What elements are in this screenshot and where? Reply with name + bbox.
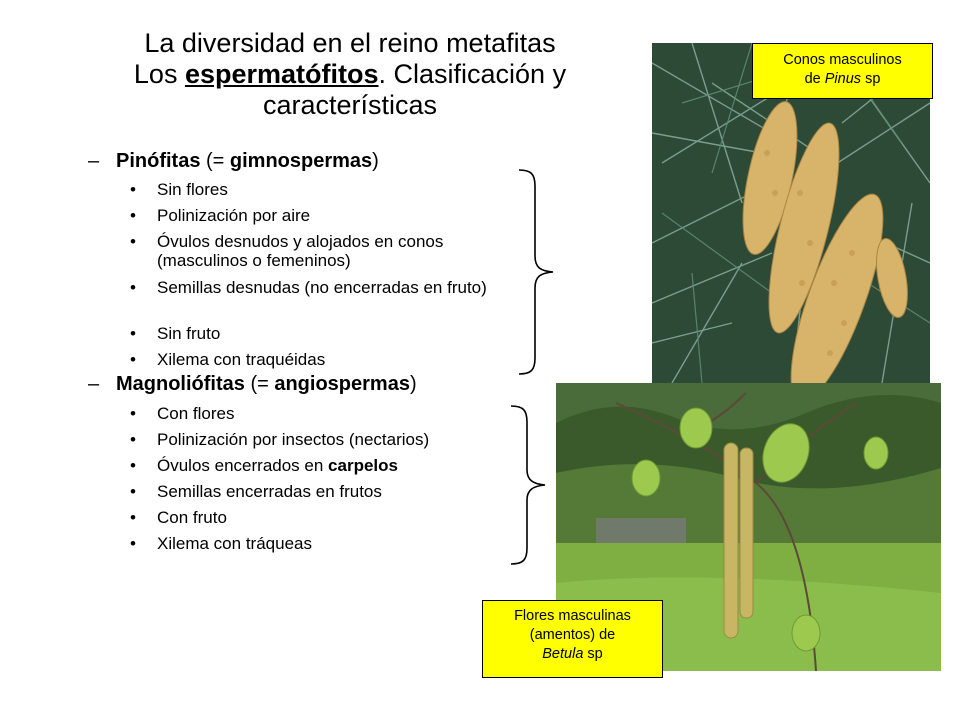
- bullet: •: [130, 278, 136, 297]
- list-item: [130, 430, 510, 449]
- caption-line: (amentos) de: [529, 627, 616, 643]
- caption-text: sp: [861, 71, 881, 87]
- bullet: •: [130, 180, 136, 199]
- caption-line: Flores masculinas: [514, 608, 631, 624]
- bullet: •: [130, 324, 136, 343]
- caption-line: Conos masculinos: [783, 52, 902, 68]
- bullet-text: Polinización por aire: [157, 206, 311, 225]
- list-item: [130, 278, 510, 297]
- title-line-3: características: [262, 90, 438, 120]
- title-line-2-suffix: . Clasificación y: [378, 59, 567, 89]
- title-line-2: [100, 59, 600, 90]
- bullet: •: [130, 534, 136, 553]
- list-item: [130, 324, 510, 343]
- brace-pinofitas: [505, 168, 555, 376]
- bullet-text: Sin fruto: [157, 324, 221, 343]
- list-item: [130, 482, 510, 501]
- paren-close: ): [409, 373, 417, 395]
- bullet: •: [130, 482, 136, 501]
- section-pinofitas: [88, 150, 379, 173]
- bullet: •: [130, 232, 136, 251]
- section-magnoliofitas: [88, 373, 417, 396]
- list-item: [130, 180, 510, 199]
- list-item: [130, 206, 510, 225]
- caption-text: de: [804, 71, 825, 87]
- list-item: [130, 508, 510, 527]
- list-item: [130, 404, 510, 423]
- list-item: [130, 456, 510, 475]
- bullet: •: [130, 206, 136, 225]
- slide-title: [100, 28, 600, 121]
- section-alt-name: gimnospermas: [229, 150, 373, 172]
- bullet-text: Xilema con tráqueas: [157, 534, 312, 553]
- caption-line: [753, 70, 932, 89]
- bullet-text: Polinización por insectos (nectarios): [157, 430, 430, 449]
- section-name: Pinófitas: [116, 150, 201, 172]
- section-alt-name: angiospermas: [274, 373, 410, 395]
- title-line-1: La diversidad en el reino metafitas: [144, 28, 556, 58]
- caption-text: sp: [583, 646, 603, 662]
- pinus-caption: [752, 43, 933, 99]
- title-keyword: espermatófitos: [184, 59, 379, 89]
- list-item: [130, 350, 510, 369]
- species-name: Betula: [542, 646, 584, 662]
- bullet: •: [130, 430, 136, 449]
- bullet-text: Sin flores: [157, 180, 228, 199]
- list-item: [130, 232, 510, 270]
- bullet: •: [130, 508, 136, 527]
- dash: –: [88, 150, 100, 172]
- bullet: •: [130, 456, 136, 475]
- paren-close: ): [372, 150, 379, 172]
- brace-magnoliofitas: [505, 404, 555, 566]
- title-line-2-prefix: Los: [133, 59, 185, 89]
- bullet-text: Semillas desnudas (no encerradas en fruto): [157, 278, 487, 297]
- species-name: Pinus: [824, 71, 862, 87]
- bullet-text-prefix: Óvulos encerrados en: [157, 456, 329, 475]
- list-item: [130, 534, 510, 553]
- caption-line: [483, 645, 662, 664]
- paren-open: (=: [200, 150, 230, 172]
- bullet-text: Semillas encerradas en frutos: [157, 482, 382, 501]
- paren-open: (=: [244, 373, 275, 395]
- section-name: Magnoliófitas: [116, 373, 245, 395]
- bullet-text: Con flores: [157, 404, 235, 423]
- bullet-text: Con fruto: [157, 508, 227, 527]
- bullet-text: Xilema con traquéidas: [157, 350, 326, 369]
- bullet-text: Óvulos desnudos y alojados en conos (masculinos o femeninos): [157, 232, 444, 270]
- dash: –: [88, 373, 100, 395]
- bullet-keyword: carpelos: [328, 456, 398, 475]
- bullet: •: [130, 404, 136, 423]
- bullet-text: [157, 456, 510, 475]
- bullet: •: [130, 350, 136, 369]
- betula-caption: [482, 600, 663, 678]
